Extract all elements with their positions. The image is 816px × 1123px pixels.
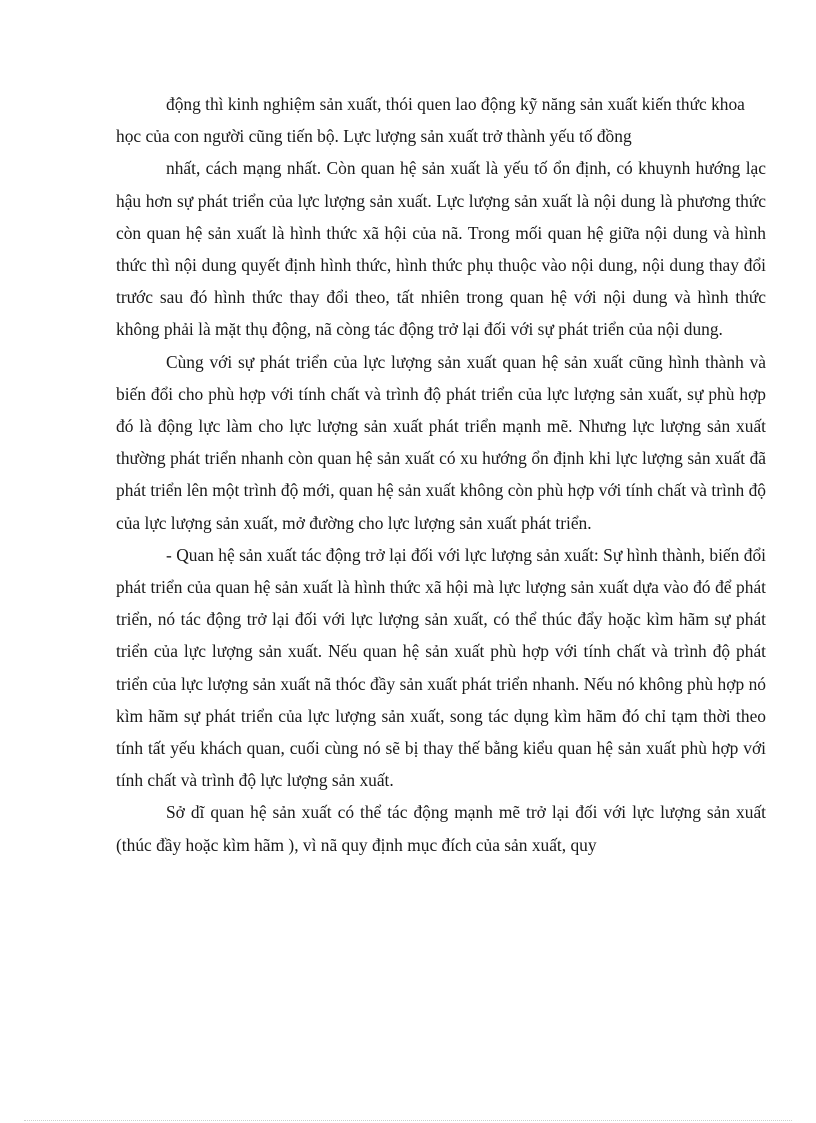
document-page <box>116 88 766 861</box>
paragraph-3: Cùng với sự phát triển của lực lượng sản xuất quan hệ sản xuất cũng hình thành và biến đổi cho phù hợp với tính chất và trình độ phát triển của lực lượng sản xuất, sự phù hợp đó là động lực làm cho lực lượng sản xuất phát triển mạnh mẽ. Nhưng lực lượng sản xuất thường phát triển nhanh còn quan hệ sản xuất có xu hướng ổn định khi lực lượng sản xuất đã phát triển lên một trình độ mới, quan hệ sản xuất không còn phù hợp với tính chất và trình độ của lực lượng sản xuất, mở đường cho lực lượng sản xuất phát triển. <box>116 351 766 533</box>
paragraph-1: động thì kinh nghiệm sản xuất, thói quen lao động kỹ năng sản xuất kiến thức khoa học của con người cũng tiến bộ. Lực lượng sản xuất trở thành yếu tố đồng <box>116 94 745 147</box>
paragraph-5: Sở dĩ quan hệ sản xuất có thể tác động mạnh mẽ trở lại đối với lực lượng sản xuất (thúc đầy hoặc kìm hãm ), vì nã quy định mục đích của sản xuất, quy <box>116 802 766 855</box>
paragraph-4: - Quan hệ sản xuất tác động trở lại đối với lực lượng sản xuất: Sự hình thành, biến đổi phát triển của quan hệ sản xuất là hình thức xã hội mà lực lượng sản xuất dựa vào đó để phát triển, nó tác động trở lại đối với lực lượng sản xuất, có thể thúc đẩy hoặc kìm hãm sự phát triển của lực lượng sản xuất. Nếu quan hệ sản xuất phù hợp với tính chất và trình độ phát triển của lực lượng sản xuất nã thóc đầy sản xuất phát triển nhanh. Nếu nó không phù hợp nó kìm hãm sự phát triển của lực lượng sản xuất, song tác dụng kìm hãm đó chỉ tạm thời theo tính tất yếu khách quan, cuối cùng nó sẽ bị thay thế bằng kiểu quan hệ sản xuất phù hợp với tính chất và trình độ lực lượng sản xuất. <box>116 544 766 791</box>
page-bottom-divider <box>24 1120 792 1121</box>
paragraph-2: nhất, cách mạng nhất. Còn quan hệ sản xuất là yếu tố ổn định, có khuynh hướng lạc hậu hơn sự phát triển của lực lượng sản xuất. Lực lượng sản xuất là nội dung là phương thức còn quan hệ sản xuất là hình thức xã hội của nã. Trong mối quan hệ giữa nội dung và hình thức thì nội dung quyết định hình thức, hình thức phụ thuộc vào nội dung, nội dung thay đổi trước sau đó hình thức thay đổi theo, tất nhiên trong quan hệ với nội dung và hình thức không phải là mặt thụ động, nã còng tác động trở lại đối với sự phát triển của nội dung. <box>116 158 766 340</box>
